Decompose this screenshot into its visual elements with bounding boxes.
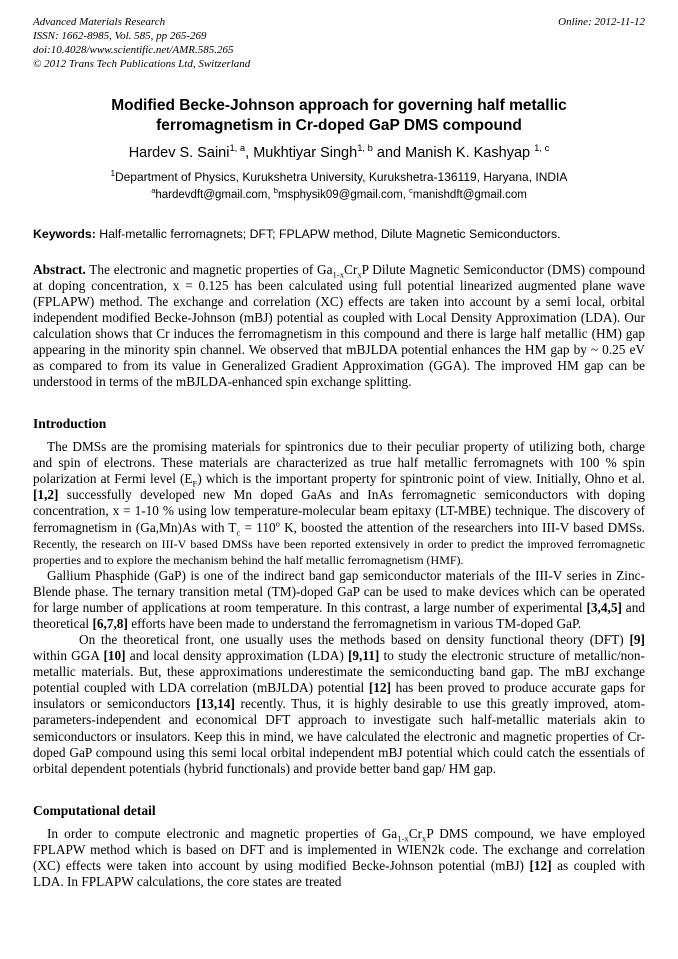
affiliation-line: $^1$Department of Physics, Kurukshetra University, Kurukshetra-136119, Haryana, INDIA [110,169,568,185]
intro-paragraph-1: The DMSs are the promising materials for spintronics due to their peculiar property of utilizing both, charge and spin of electrons. These materials are characterized as true half metallic ferromagnets with 100 % spin polarization at Fermi level $(E_F)$ which is the important property for spintronic point of view. Initially, Ohno et al. [1,2] successfully developed new Mn doped GaAs and InAs ferromagnetic semiconductors with doping concentration, x = 1-10 % using low temperature-molecular beam epitaxy (LT-MBE) technique. The discovery of ferromagnetism in (Ga,Mn)As with $T_c = 110^o$ K, boosted the attention of the researchers into III-V based DMSs. Recently, the research on III-V based DMSs have been reported extensively in order to predict the improved ferromagnetic properties and to explore the mechanism behind the half metallic ferromagnetism (HMF). [33,439,645,567]
paper-title: Modified Becke-Johnson approach for governing half metallic ferromagnetism in Cr-doped GaP DMS compound [111,96,567,135]
section-heading-computational-detail: Computational detail [33,802,156,818]
section-computational-detail [33,803,645,890]
keywords-line: Keywords: Half-metallic ferromagnets; DFT; FPLAPW method, Dilute Magnetic Semiconductors. [33,227,561,242]
authors-line: Hardev S. Saini$^{1, a}$, Mukhtiyar Singh$^{1, b}$ and Manish K. Kashyap $^{1, c}$ [128,142,550,162]
author-emails: $^a$hardevdft@gmail.com, $^b$msphysik09@gmail.com, $^c$manishdft@gmail.com [151,186,527,202]
online-date: Online: 2012-11-12 [558,16,645,28]
section-heading-introduction: Introduction [33,416,107,432]
header-publication-info [33,16,250,72]
issn-line: ISSN: 1662-8985, Vol. 585, pp 265-269 [33,29,207,42]
paper-header [33,16,645,72]
copyright-line: © 2012 Trans Tech Publications Ltd, Switzerland [33,57,251,70]
section-introduction [33,416,645,777]
journal-name: Advanced Materials Research [33,16,166,28]
abstract-paragraph: Abstract. The electronic and magnetic properties of $Ga_{1-x}Cr_xP$ Dilute Magnetic Semiconductor (DMS) compound at doping concentration, x = 0.125 has been calculated using full potential linearized augmented plane wave (FPLAPW) method. The exchange and correlation (XC) effects are taken into account by a semi local, orbital independent modified Becke-Johnson (mBJ) potential as coupled with Local Density Approximation (LDA). Our calculation shows that Cr induces the ferromagnetism in this compound and there is large half metallic (HM) gap appearing in the minority spin channel. We observed that mBJLDA potential enhances the HM gap by ~ 0.25 eV as compared to from its value in Generalized Gradient Approximation (GGA). The improved HM gap can be understood in terms of the mBJLDA-enhanced spin exchange splitting. [33,261,645,390]
intro-paragraph-3: On the theoretical front, one usually uses the methods based on density functional theory (DFT) [9] within GGA [10] and local density approximation (LDA) [9,11] to study the electronic structure of metallic/non-metallic materials. But, these approximations underestimate the semiconducting band gap. The mBJ exchange potential coupled with LDA correlation (mBJLDA) potential [12] has been proved to produce accurate gaps for insulators or semiconductors [13,14] recently. Thus, it is highly desirable to use this greatly improved, atom-parameters-independent and economical DFT approach to investigate such half-metallic materials akin to semiconductors or insulators. Keep this in mind, we have calculated the electronic and magnetic properties of Cr-doped GaP compound using this semi local orbital independent mBJ potential which could catch the essentials of orbital dependent potentials (hybrid functionals) and provide better band gap/ HM gap. [33,632,646,776]
computational-paragraph-1: In order to compute electronic and magnetic properties of $Ga_{1-x}Cr_xP$ DMS compound, we have employed FPLAPW method which is based on DFT and is implemented in WIEN2k code. The exchange and correlation (XC) effects were taken into account by using modified Becke-Johnson potential (mBJ) [12] as coupled with LDA. In FPLAPW calculations, the core states are treated [33,825,645,890]
intro-paragraph-2: Gallium Phasphide (GaP) is one of the indirect band gap semiconductor materials of the III-V series in Zinc-Blende phase. The ternary transition metal (TM)-doped GaP can be used to make devices which can be operated for large number of applications at room temperature. In this contrast, a large number of experimental [3,4,5] and theoretical [6,7,8] efforts have been made to understand the ferromagnetism in various TM-doped GaP. [33,567,645,631]
doi-line: doi:10.4028/www.scientific.net/AMR.585.265 [33,43,234,56]
